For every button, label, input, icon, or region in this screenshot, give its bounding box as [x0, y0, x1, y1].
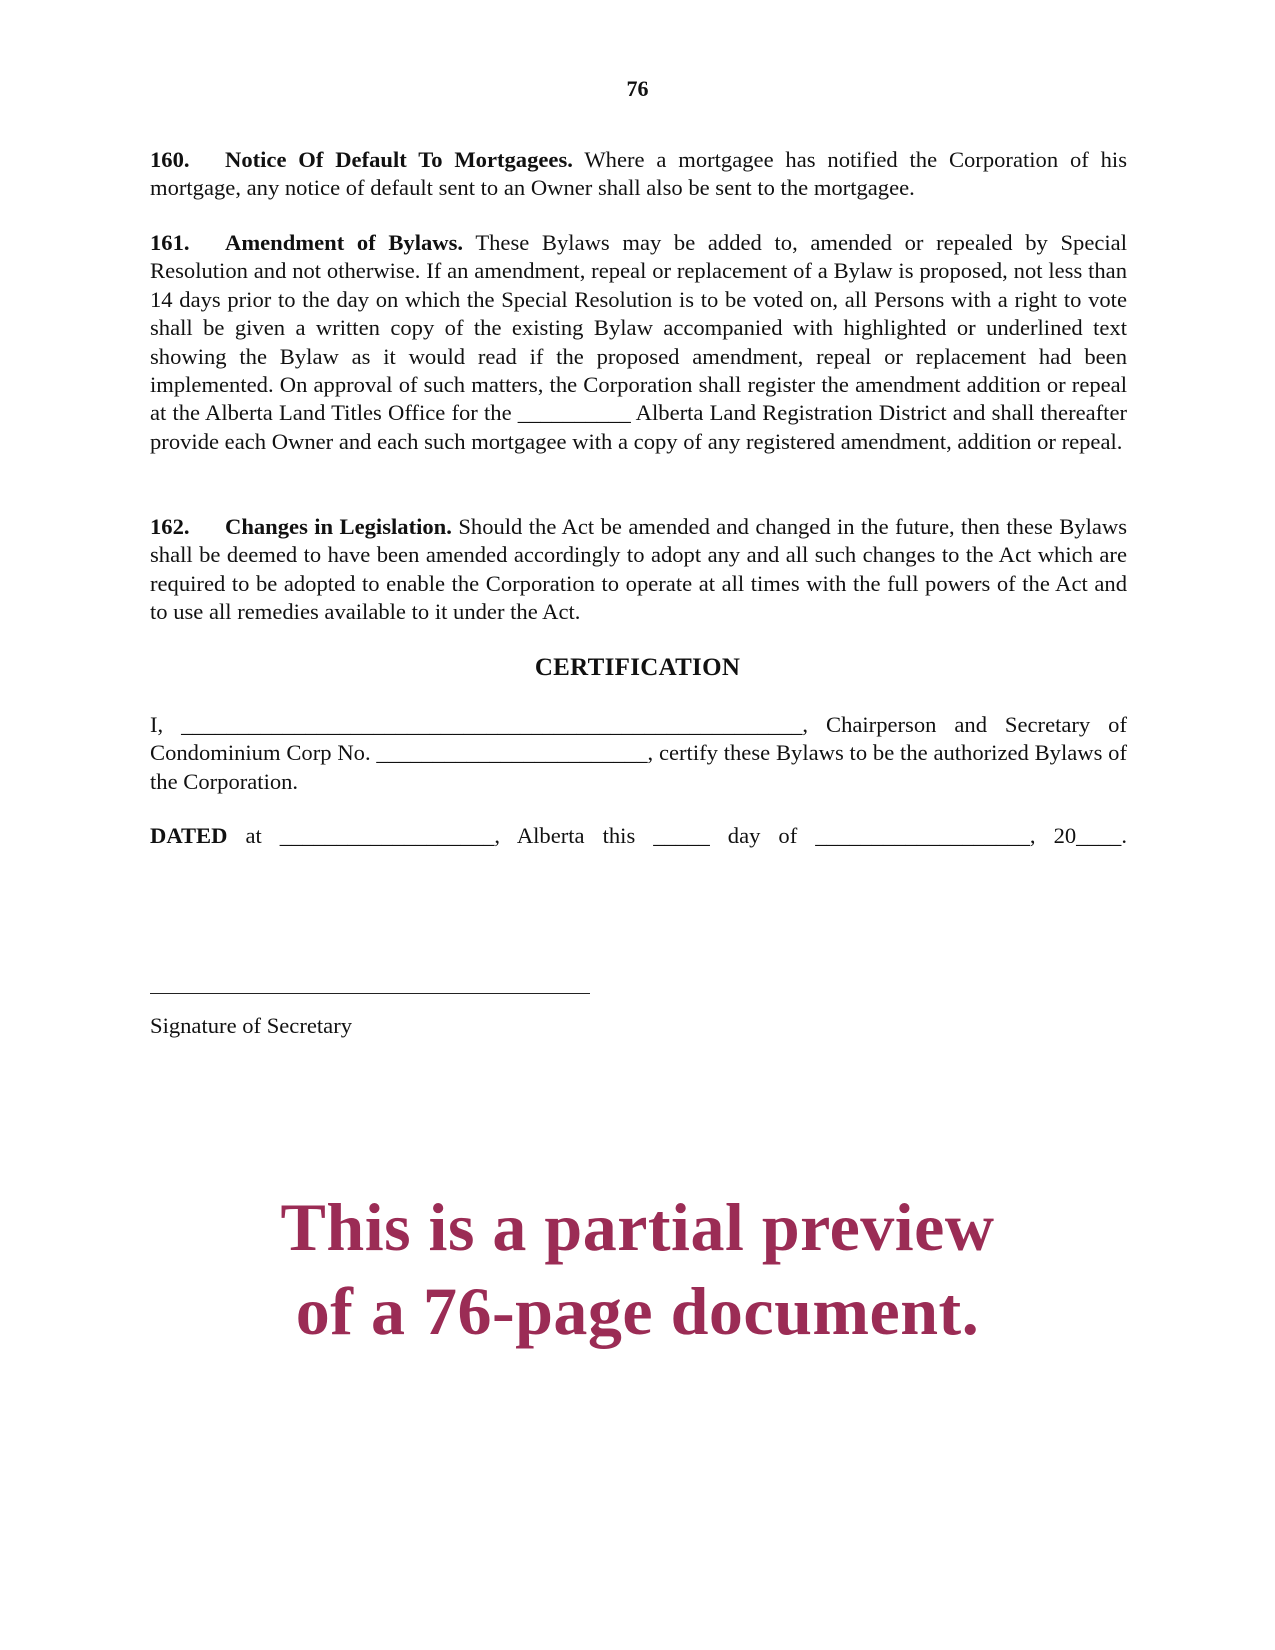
- preview-watermark: [0, 1185, 1275, 1353]
- signature-label: Signature of Secretary: [150, 1013, 353, 1038]
- section-text: Where a mortgagee has notified the Corporation of his mortgage, any notice of default sent to an Owner shall also be sent to the mortgagee.: [150, 147, 1127, 201]
- section-162: [150, 513, 1127, 627]
- section-paragraph: [150, 229, 1127, 456]
- section-number: 162.: [150, 514, 190, 539]
- section-paragraph: [150, 513, 1127, 627]
- section-text: Should the Act be amended and changed in the future, then these Bylaws shall be deemed to have been amended accordingly to adopt any and all such changes to the Act which are required to be adopted to enable the Corporation to operate at all times with the full powers of the Act and to use all remedies available to it under the Act.: [150, 514, 1127, 625]
- page-number: 76: [626, 76, 649, 101]
- section-text: These Bylaws may be added to, amended or repealed by Special Resolution and not otherwise. If an amendment, repeal or replacement of a Bylaw is proposed, not less than 14 days prior to the day on which the Special Resolution is to be voted on, all Persons with a right to vote shall be given a written copy of the existing Bylaw accompanied with highlighted or underlined text showing the Bylaw as it would read if the proposed amendment, repeal or replacement had been implemented. On approval of such matters, the Corporation shall register the amendment addition or repeal at the Alberta Land Titles Office for the __________ Alberta Land Registration District and shall thereafter provide each Owner and each such mortgagee with a copy of any registered amendment, addition or repeal.: [150, 230, 1127, 454]
- dated-text: at ___________________, Alberta this _____ day of ___________________, 20____.: [245, 823, 1127, 848]
- section-161: [150, 229, 1127, 456]
- signature-line: [150, 993, 590, 994]
- section-160: [150, 146, 1127, 203]
- certification-statement-block: [150, 711, 1127, 796]
- section-heading: Notice Of Default To Mortgagees.: [225, 147, 573, 172]
- dated-label: DATED: [150, 823, 228, 848]
- certification-title: CERTIFICATION: [534, 654, 741, 681]
- section-paragraph: [150, 146, 1127, 203]
- section-heading: Amendment of Bylaws.: [225, 230, 464, 255]
- dated-paragraph: [150, 822, 1127, 850]
- preview-line-1: This is a partial preview: [280, 1189, 995, 1265]
- section-number: 161.: [150, 230, 190, 255]
- section-heading: Changes in Legislation.: [225, 514, 452, 539]
- section-number: 160.: [150, 147, 190, 172]
- dated-line: [150, 822, 1127, 850]
- preview-line-2: of a 76-page document.: [295, 1273, 980, 1349]
- certification-statement: I, _______________________________________________________, Chairperson and Secretary of Condominium Corp No. ________________________, certify these Bylaws to be the authorized Bylaws of the Corporation.: [150, 712, 1127, 794]
